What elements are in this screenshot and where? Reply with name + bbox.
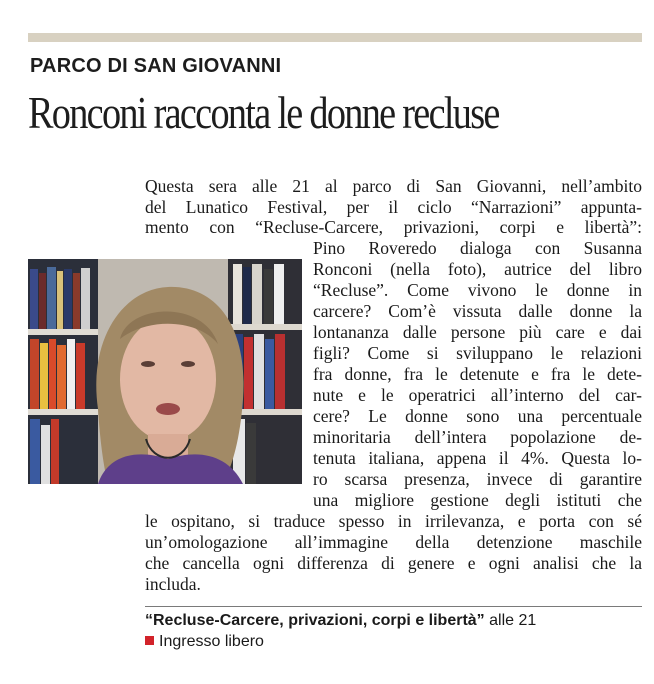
body-line: includa. [145, 574, 201, 594]
portrait-illustration [28, 259, 302, 484]
body-line: fra donne, fra le detenute e fra le dete- [313, 364, 642, 384]
author-photo [28, 259, 302, 484]
article-headline: Ronconi racconta le donne recluse [28, 88, 499, 138]
body-line: mento con “Recluse-Carcere, privazioni, corpi e libertà”: [145, 217, 642, 237]
body-line: figli? Come si sviluppano le relazioni [313, 343, 642, 363]
entry-note [145, 633, 264, 651]
event-title: “Recluse-Carcere, privazioni, corpi e libertà” [145, 612, 485, 629]
body-line: cere? Le donne sono una percentuale [313, 406, 642, 426]
event-info [145, 612, 536, 630]
red-square-icon [145, 636, 154, 645]
body-line: tenuta italiana, appena il 4%. Questa lo- [313, 448, 642, 468]
info-divider [145, 606, 642, 607]
body-line: che cancella ogni differenza di genere e ogni analisi che la [145, 553, 642, 573]
body-line: una migliore gestione degli istituti che [313, 490, 642, 510]
body-line: lontananza dalle persone più care e dai [313, 322, 642, 342]
entry-text: Ingresso libero [159, 633, 264, 650]
body-line: Questa sera alle 21 al parco di San Giovanni, nell’ambito [145, 176, 642, 196]
top-divider [28, 33, 642, 42]
body-line: Pino Roveredo dialoga con Susanna [313, 238, 642, 258]
section-kicker: PARCO DI SAN GIOVANNI [30, 55, 282, 77]
body-line: Ronconi (nella foto), autrice del libro [313, 259, 642, 279]
body-line: ro scarsa presenza, invece di garantire [313, 469, 642, 489]
body-line: le ospitano, si traduce spesso in irrilevanza, e porta con sé [145, 511, 642, 531]
body-line: carcere? Com’è vissuta dalle donne la [313, 301, 642, 321]
body-line: del Lunatico Festival, per il ciclo “Narrazioni” appunta- [145, 197, 642, 217]
body-line: un’omologazione all’immagine della detenzione maschile [145, 532, 642, 552]
event-time: alle 21 [484, 612, 537, 629]
body-line: nute e le operatrici all’interno del car- [313, 385, 642, 405]
body-line: “Recluse”. Come vivono le donne in [313, 280, 642, 300]
body-line: minoritaria dell’intera popolazione de- [313, 427, 642, 447]
